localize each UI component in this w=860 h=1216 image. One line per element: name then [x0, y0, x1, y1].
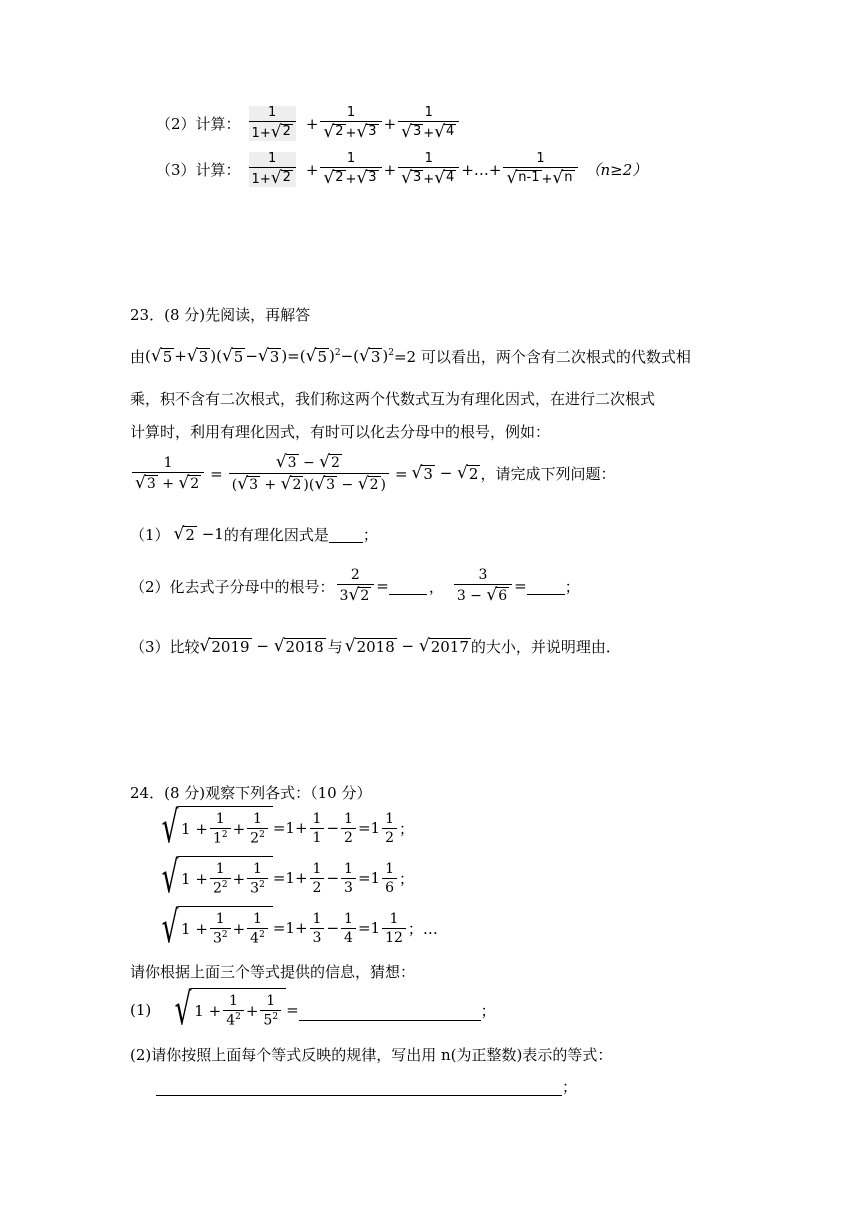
- p24-guess-line: 请你根据上面三个等式提供的信息，猜想：: [130, 963, 416, 981]
- big-radical: √ 1 + $\frac{1}{2^2}$ + $\frac{1}{3^2}$: [156, 856, 273, 900]
- p23-q3-line: （3）比较 √ 2019 − √ 2018 与 √ 2018 − √ 2017 的大小，并说明理由．: [130, 635, 621, 656]
- p23-q2-line: （2）化去式子分母中的根号： 2 3 √ 2 = ， 3 3 − √ 6 = ；: [130, 567, 580, 605]
- p24-q1-line: (1) √ 1 + $\frac{1}{4^2}$ + $\frac{1}{5^2}$ = ；: [130, 984, 496, 1035]
- answer-blank[interactable]: [299, 1000, 481, 1021]
- p22-q3-condition: （n≥2）: [585, 161, 648, 179]
- p23-example-line: 1 √ 3 + √ 2 = √ 3 − √ 2 ( √ 3 + √ 2 )( √ 3 − √ 2 ) = √ 3 − √ 2 ，请完成下列问题：: [130, 454, 615, 493]
- p23-heading: 23．(8 分)先阅读，再解答: [130, 306, 311, 324]
- plus-sign: +: [305, 114, 319, 133]
- p24-q2-line: (2)请你按照上面每个等式反映的规律，写出用 n(为正整数)表示的等式：: [130, 1046, 613, 1064]
- answer-blank[interactable]: [527, 578, 565, 595]
- p24-eq-1: √ 1 + $\frac{1}{1^2}$ + $\frac{1}{2^2}$ =1+ $\frac{1}{1}$ − $\frac{1}{2}$ =1 $\frac{1}{2}$ ；: [156, 806, 414, 850]
- p24-eq-3: √ 1 + $\frac{1}{3^2}$ + $\frac{1}{4^2}$ =1+ $\frac{1}{3}$ − $\frac{1}{4}$ =1 $\frac{1}{12}$ ；…: [156, 906, 438, 950]
- p23-example-rhs: √ 3 − √ 2: [411, 462, 479, 483]
- p22-q2-frac-3: 1 √ 3 + √ 4: [398, 106, 459, 141]
- p23-q3-expr-1: √ 2019 − √ 2018: [199, 635, 324, 656]
- p23-example-lhs: 1 √ 3 + √ 2: [132, 456, 204, 492]
- p24-eq-2: √ 1 + $\frac{1}{2^2}$ + $\frac{1}{3^2}$ =1+ $\frac{1}{2}$ − $\frac{1}{3}$ =1 $\frac{1}{6}$ ；: [156, 856, 414, 900]
- p23-q1-expression: √ 2 −1: [173, 523, 224, 544]
- p24-heading: 24．(8 分)观察下列各式：（10 分）: [130, 784, 372, 802]
- big-radical: √ 1 + $\frac{1}{1^2}$ + $\frac{1}{2^2}$: [156, 806, 273, 850]
- p23-line2: 乘，积不含有二次根式，我们称这两个代数式互为有理化因式，在进行二次根式: [130, 390, 656, 408]
- big-radical: √ 1 + $\frac{1}{4^2}$ + $\frac{1}{5^2}$: [169, 988, 286, 1032]
- p22-q3-frac-n: 1 √ n-1 + √ n: [503, 152, 577, 187]
- p22-q2-frac-2: 1 √ 2 + √ 3: [320, 106, 381, 141]
- p22-q2-frac-1: 1 1+ √ 2: [249, 106, 296, 141]
- p22-q3-frac-3: 1 √ 3 + √ 4: [398, 152, 459, 187]
- p22-q3-frac-1: 1 1+ √ 2: [249, 152, 296, 187]
- p22-q3-label: （3）计算：: [156, 161, 241, 179]
- p22-q2-line: （2）计算： 1 1+ √ 2 + 1 √ 2 + √ 3 + 1 √ 3 + √ 4: [156, 106, 461, 141]
- p23-intro-expression: ( √ 5 + √ 3 )( √ 5 − √ 3 )=( √ 5 )$^2$−( √ 3 )$^2$: [145, 345, 394, 366]
- answer-blank[interactable]: [389, 578, 427, 595]
- p24-q2-answer-line: ；: [156, 1076, 577, 1097]
- answer-blank[interactable]: [329, 526, 363, 543]
- p23-example-middle: √ 3 − √ 2 ( √ 3 + √ 2 )( √ 3 − √ 2 ): [229, 454, 389, 493]
- ellipsis: +…+: [461, 160, 502, 179]
- p23-intro-line: 由 ( √ 5 + √ 3 )( √ 5 − √ 3 )=( √ 5 )$^2$−( √ 3 )$^2$ =2 可以看出，两个含有二次根式的代数式相: [130, 345, 691, 366]
- p23-q1-line: （1） √ 2 −1 的有理化因式是 ；: [130, 523, 378, 544]
- p22-q3-frac-2: 1 √ 2 + √ 3: [320, 152, 381, 187]
- p22-q3-line: （3）计算： 1 1+ √ 2 + 1 √ 2 + √ 3 + 1 √ 3 + √ 4 +…+ 1 √ n-1 + √ n （n≥2）: [156, 151, 648, 188]
- p23-line3: 计算时，利用有理化因式，有时可以化去分母中的根号，例如：: [130, 423, 551, 441]
- p23-q3-expr-2: √ 2018 − √ 2017: [344, 635, 469, 656]
- p23-q2-frac-2: 3 3 − √ 6: [454, 568, 512, 604]
- answer-blank[interactable]: [156, 1077, 562, 1096]
- p23-q2-frac-1: 2 3 √ 2: [337, 568, 375, 604]
- p22-q2-label: （2）计算：: [156, 115, 241, 133]
- big-radical: √ 1 + $\frac{1}{3^2}$ + $\frac{1}{4^2}$: [156, 906, 273, 950]
